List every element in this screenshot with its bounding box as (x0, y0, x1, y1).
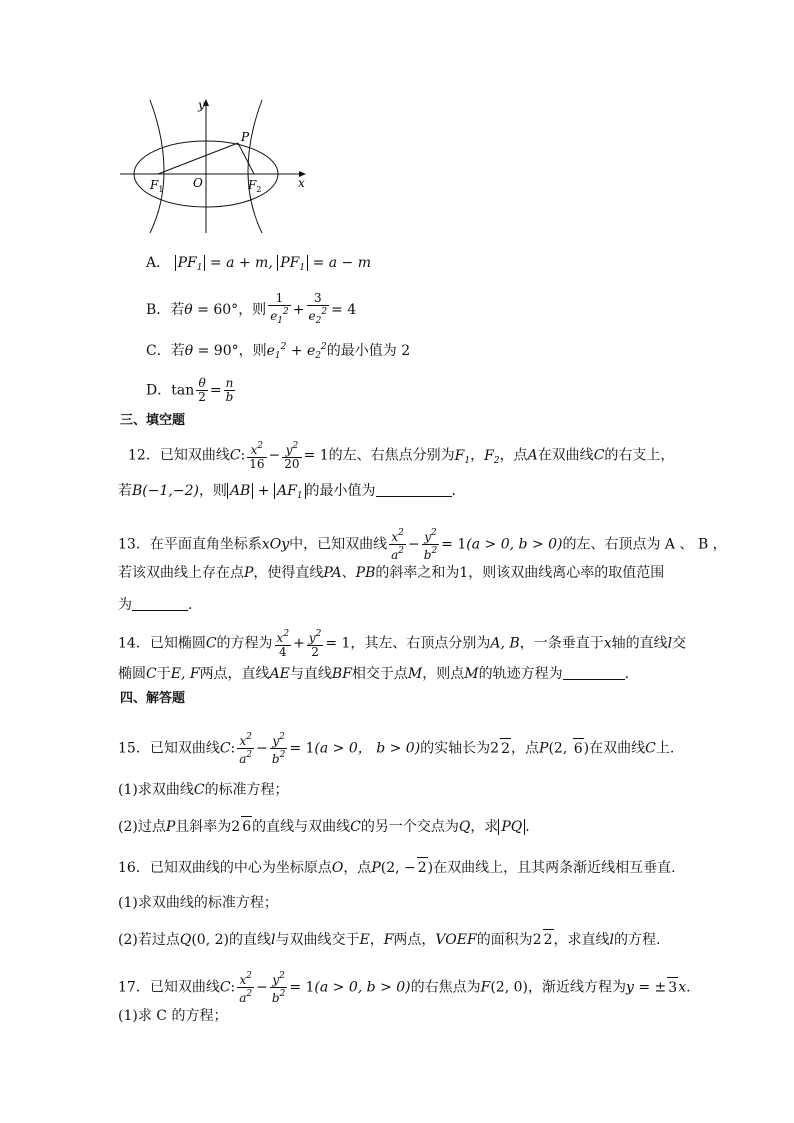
q13-line1: 13．在平面直角坐标系xOy中，已知双曲线 $\frac{x^2}{a^2}$ − $\frac{y^2}{b^2}$ = 1(a > 0, b > 0)的左、右顶点为 A 、 B ， (118, 528, 727, 562)
option-c-label: C． (146, 343, 171, 359)
option-a-label: A． (146, 255, 171, 271)
option-a: A． $PF_1 = a + m$, $PF_1 = a - m$ (146, 255, 372, 273)
q14-line2: 椭圆C于E, F两点，直线AE与直线BF相交于点M，则点M的轨迹方程为 . (118, 666, 630, 682)
q17-line1: 17．已知双曲线C: $\frac{x^2}{a^2}$ − $\frac{y^2}{b^2}$ = 1(a > 0, b > 0)的右焦点为F(2, 0)，渐近线方程为y = ± 3x. (118, 971, 691, 1005)
hyperbola-left-branch (150, 100, 164, 233)
option-b-label: B． (146, 302, 171, 318)
q12-line2: 若B(−1,−2)，则 AB + $AF_1$ 的最小值为 . (118, 483, 456, 501)
f2-label: $F_2$ (248, 178, 262, 194)
q12-answer-blank[interactable] (376, 482, 452, 497)
q15-part1: (1)求双曲线C的标准方程； (118, 782, 289, 798)
q13-line3: 为 . (118, 597, 193, 613)
q14-line1: 14．已知椭圆C的方程为 $\frac{x^2}{4}$ + $\frac{y^2}{2}$ = 1，其左、右顶点分别为A, B，一条垂直于x轴的直线l交 (118, 629, 687, 659)
q13-line2: 若该双曲线上存在点P，使得直线PA、PB的斜率之和为1，则该双曲线离心率的取值范围 (118, 565, 665, 581)
point-p-label: P (241, 130, 250, 144)
section-3-heading: 三、填空题 (120, 413, 186, 428)
q16-part1: (1)求双曲线的标准方程； (118, 895, 278, 911)
option-d-label: D． (146, 382, 172, 399)
ellipse-hyperbola-figure (118, 95, 318, 235)
q16-line1: 16．已知双曲线的中心为坐标原点O，点P(2, − 2)在双曲线上，且其两条渐近线相互垂直. (118, 857, 676, 878)
q12-line1: 12．已知双曲线C: $\frac{x^2}{16}$ − $\frac{y^2}{20}$ = 1的左、右焦点分别为$F_1$，$F_2$，点A在双曲线C的右支上， (128, 441, 675, 471)
option-d: D．tan $\frac{\theta}{2}$ = $\frac{n}{b}$ (146, 376, 234, 404)
f1-label: $F_1$ (150, 178, 164, 194)
q13-answer-blank[interactable] (132, 596, 188, 611)
y-axis-label: y (198, 98, 205, 112)
section-4-heading: 四、解答题 (120, 691, 186, 706)
q17-part1: (1)求 C 的方程； (118, 1008, 228, 1024)
line-f2-p (238, 143, 254, 174)
option-b: B．若θ = 60°，则 $\frac{1}{e_1^2}$ + $\frac{3}{e_2^2}$ = 4 (146, 291, 357, 326)
q14-answer-blank[interactable] (563, 665, 625, 680)
origin-label: O (193, 176, 203, 190)
q16-part2: (2)若过点Q(0, 2)的直线l与双曲线交于E，F两点，VOEF的面积为2 2，求直线l的方程. (118, 929, 660, 950)
q15-line1: 15．已知双曲线C: $\frac{x^2}{a^2}$ − $\frac{y^2}{b^2}$ = 1(a > 0， b > 0)的实轴长为2 2，点P(2, 6)在双曲线C上. (118, 732, 675, 766)
x-axis-label: x (298, 176, 305, 190)
option-c: C．若θ = 90°，则$e_1^2 + e_2^2$的最小值为 2 (146, 342, 411, 361)
q15-part2: (2)过点P且斜率为2 6的直线与双曲线C的另一个交点为Q，求 PQ . (118, 816, 530, 837)
line-f1-p (158, 143, 238, 174)
